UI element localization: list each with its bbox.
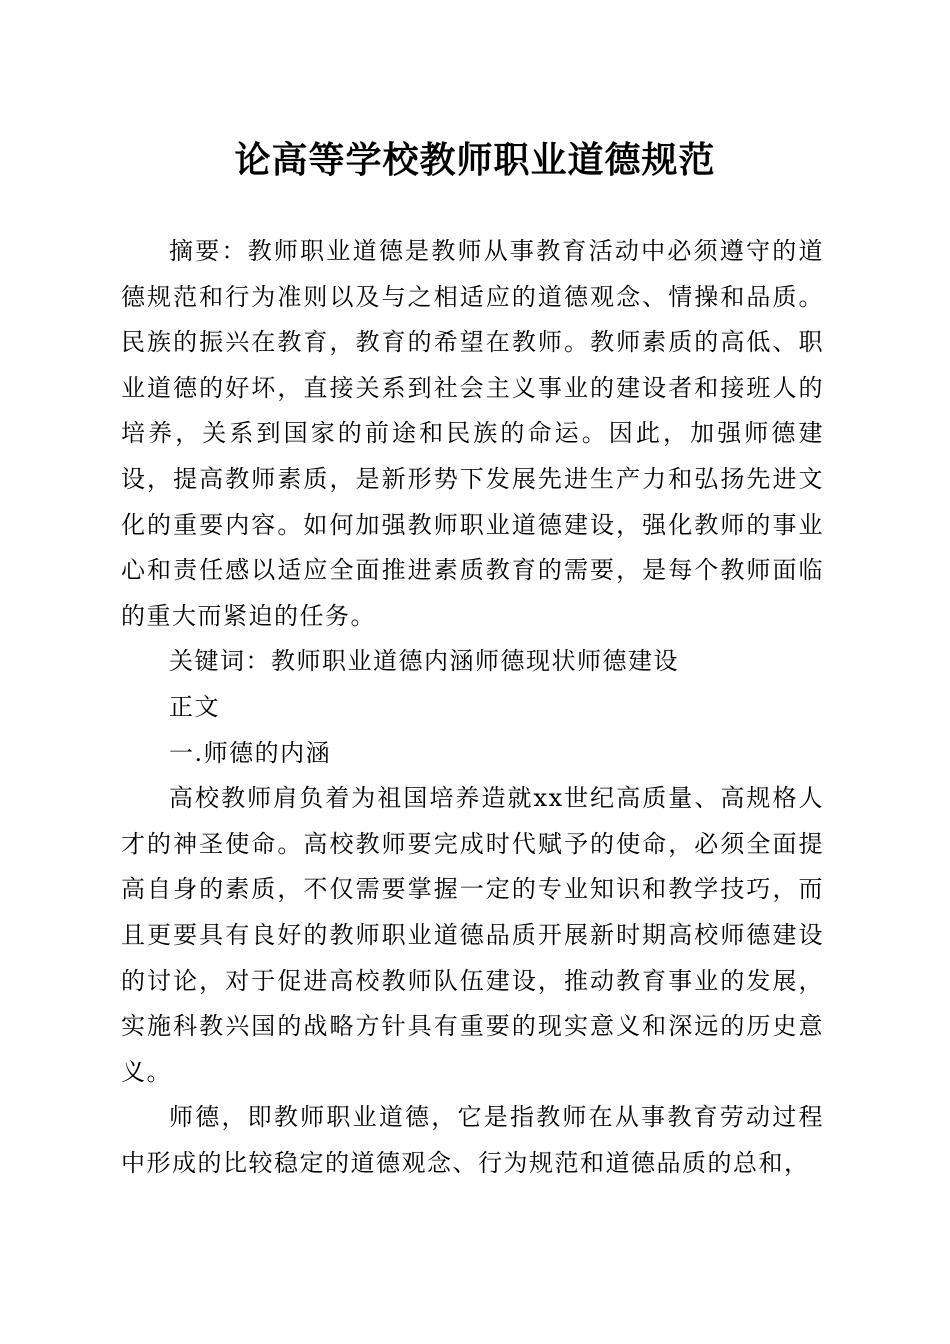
document-body [121,229,824,1186]
abstract-paragraph: 摘要：教师职业道德是教师从事教育活动中必须遵守的道德规范和行为准则以及与之相适应的道德观念、情操和品质。民族的振兴在教育，教育的希望在教师。教师素质的高低、职业道德的好坏，直接关系到社会主义事业的建设者和接班人的培养，关系到国家的前途和民族的命运。因此，加强师德建设，提高教师素质，是新形势下发展先进生产力和弘扬先进文化的重要内容。如何加强教师职业道德建设，强化教师的事业心和责任感以适应全面推进素质教育的需要，是每个教师面临的重大而紧迫的任务。 [121,237,824,630]
keywords-line: 关键词：教师职业道德内涵师德现状师德建设 [169,647,679,676]
section-heading-1: 一.师德的内涵 [169,738,332,767]
body-paragraph-1: 高校教师肩负着为祖国培养造就xx世纪高质量、高规格人才的神圣使命。高校教师要完成时代赋予的使命，必须全面提高自身的素质，不仅需要掌握一定的专业知识和教学技巧，而且更要具有良好的教师职业道德品质开展新时期高校师德建设的讨论，对于促进高校教师队伍建设，推动教育事业的发展，实施科教兴国的战略方针具有重要的现实意义和深远的历史意义。 [121,784,824,1086]
body-paragraph-2: 师德，即教师职业道德，它是指教师在从事教育劳动过程中形成的比较稳定的道德观念、行为规范和道德品质的总和， [121,1103,824,1177]
main-text-label: 正文 [169,692,220,721]
document-title: 论高等学校教师职业道德规范 [234,139,716,181]
